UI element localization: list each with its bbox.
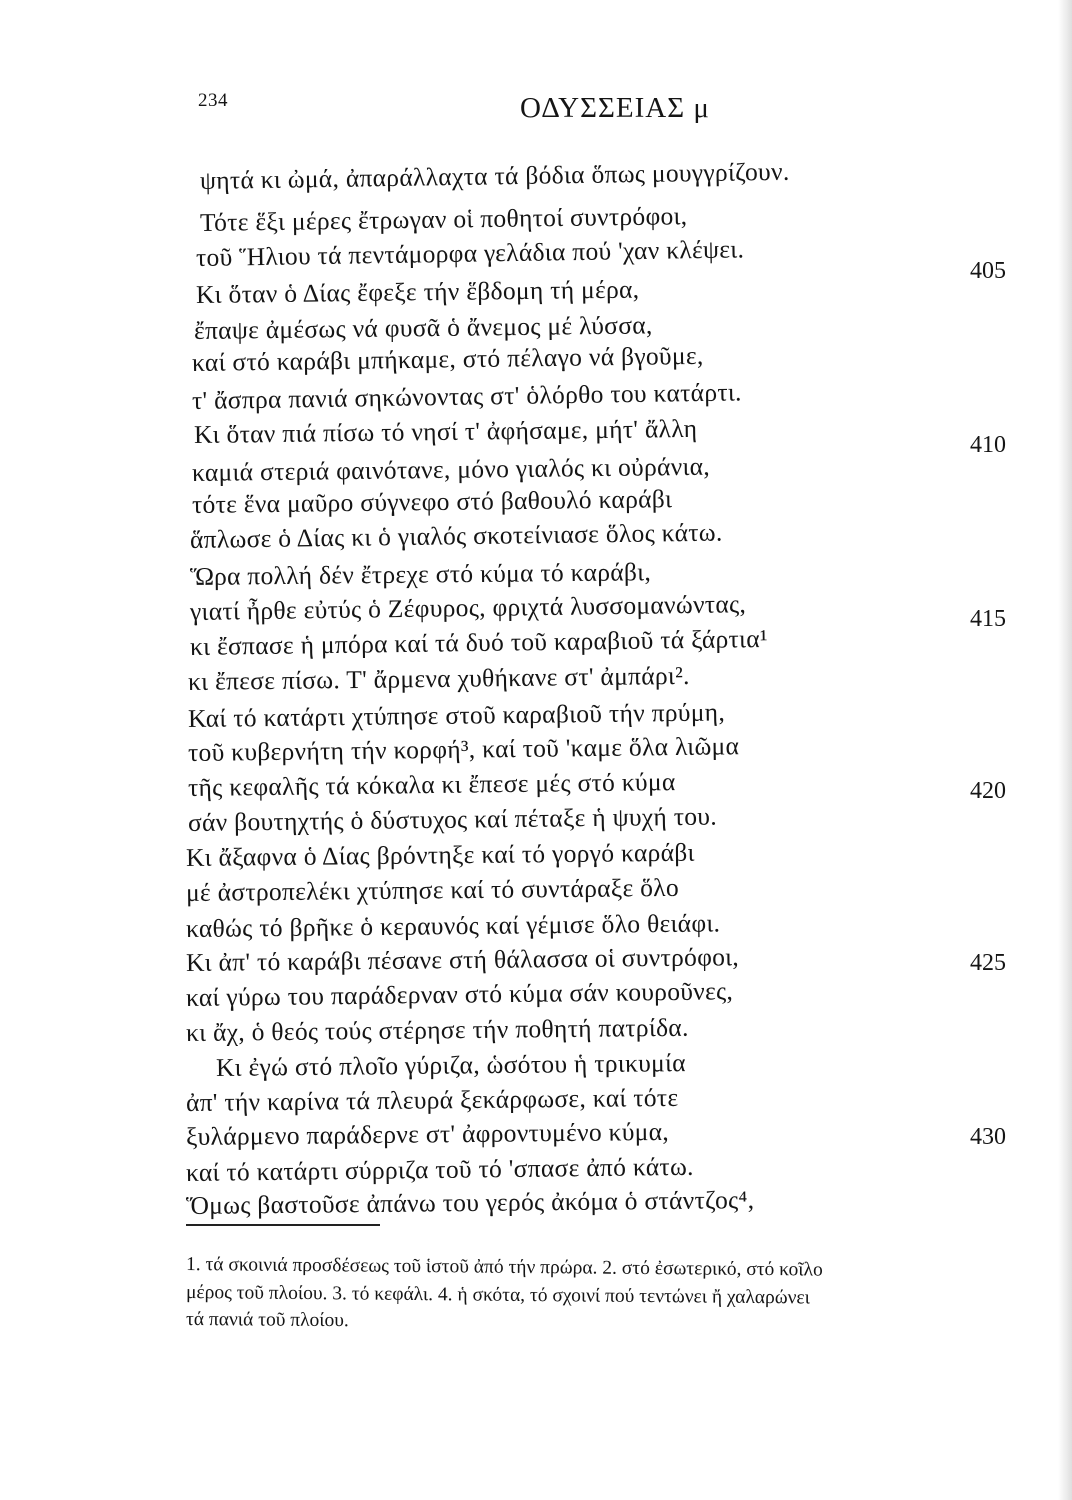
verse-line: Κι ἀπ' τό καράβι πέσανε στή θάλασσα οἱ συντρόφοι, — [185, 942, 740, 977]
verse-line: Ὅμως βαστοῦσε ἀπάνω του γερός ἀκόμα ὁ στάντζος⁴, — [185, 1185, 755, 1220]
verse-line: καί γύρω του παράδερναν στό κύμα σάν κουροῦνες, — [185, 976, 734, 1012]
verse-line: μέ ἀστροπελέκι χτύπησε καί τό συντάραξε ὅλο — [185, 872, 680, 907]
verse-line: ἀπ' τήν καρίνα τά πλευρά ξεκάρφωσε, καί τότε — [185, 1082, 679, 1117]
verse-line: Κι ἐγώ στό πλοῖο γύριζα, ὡσότου ἡ τρικυμία — [215, 1048, 687, 1082]
verse-line: ψητά κι ὠμά, ἀπαράλλαχτα τά βόδια ὅπως μουγγρίζουν. — [199, 156, 790, 195]
verse-line: καί τό κατάρτι σύρριζα τοῦ τό 'σπασε ἀπό κάτω. — [185, 1151, 694, 1187]
verse-line: τότε ἕνα μαῦρο σύγνεφο στό βαθουλό καράβι — [191, 484, 673, 519]
verse-line: ἔπαψε ἀμέσως νά φυσᾶ ὁ ἄνεμος μέ λύσσα, — [193, 310, 653, 345]
page-number: 234 — [198, 90, 228, 111]
footnote-line: τά πανιά τοῦ πλοίου. — [185, 1309, 349, 1332]
verse-line: Καί τό κατάρτι χτύπησε στοῦ καραβιοῦ τήν πρύμη, — [187, 697, 726, 733]
verse-line: Ὥρα πολλή δέν ἔτρεχε στό κύμα τό καράβι, — [189, 557, 652, 591]
verse-line: Κι ὅταν ὁ Δίας ἔφεξε τήν ἕβδομη τή μέρα, — [195, 274, 640, 309]
verse-line: τοῦ κυβερνήτη τήν κορφή³, καί τοῦ 'καμε ὅλα λιῶμα — [187, 731, 740, 767]
footnote-line: 1. τά σκοινιά προσδέσεως τοῦ ἱστοῦ ἀπό τήν πρώρα. 2. στό ἐσωτερικό, στό κοῖλο — [185, 1254, 823, 1281]
verse-line: τ' ἄσπρα πανιά σηκώνοντας στ' ὁλόρθο του κατάρτι. — [191, 377, 742, 415]
line-number: 430 — [970, 1124, 1006, 1150]
verse-line: τοῦ Ἥλιου τά πεντάμορφα γελάδια πού 'χαν κλέψει. — [195, 234, 745, 272]
verse-line: Κι ἄξαφνα ὁ Δίας βρόντηξε καί τό γοργό καράβι — [185, 837, 695, 872]
footnote-line: μέρος τοῦ πλοίου. 3. τό κεφάλι. 4. ἡ σκότα, τό σχοινί πού τεντώνει ἤ χαλαρώνει — [185, 1282, 810, 1309]
line-number: 425 — [970, 950, 1006, 976]
running-head: ΟΔΥΣΣΕΙΑΣ μ — [520, 92, 710, 124]
footnote-divider — [186, 1224, 380, 1226]
verse-line: καθώς τό βρῆκε ὁ κεραυνός καί γέμισε ὅλο θειάφι. — [185, 908, 721, 943]
line-number: 405 — [970, 258, 1006, 284]
verse-line: καμιά στεριά φαινότανε, μόνο γιαλός κι οὐράνια, — [191, 451, 711, 487]
verse-line: κι ἄχ, ὁ θεός τούς στέρησε τήν ποθητή πατρίδα. — [185, 1012, 689, 1047]
verse-line: Τότε ἕξι μέρες ἔτρωγαν οἱ ποθητοί συντρόφοι, — [199, 201, 688, 237]
verse-line: ξυλάρμενο παράδερνε στ' ἀφροντυμένο κύμα, — [185, 1116, 670, 1151]
line-number: 410 — [970, 432, 1006, 458]
verse-line: κι ἔσπασε ἡ μπόρα καί τά δυό τοῦ καραβιοῦ τά ξάρτια¹ — [189, 623, 769, 661]
verse-line: ἅπλωσε ὁ Δίας κι ὁ γιαλός σκοτείνιασε ὅλος κάτω. — [189, 517, 723, 554]
verse-line: σάν βουτηχτής ὁ δύστυχος καί πέταξε ἡ ψυχή του. — [187, 801, 718, 837]
verse-line: κι ἔπεσε πίσω. Τ' ἄρμενα χυθήκανε στ' ἀμπάρι². — [187, 660, 690, 696]
verse-line: καί στό καράβι μπήκαμε, στό πέλαγο νά βγοῦμε, — [191, 340, 704, 377]
line-number: 415 — [970, 606, 1006, 632]
page-edge — [1058, 0, 1072, 1500]
line-number: 420 — [970, 778, 1006, 804]
verse-line: γιατί ἦρθε εὐτύς ὁ Ζέφυρος, φριχτά λυσσομανώντας, — [189, 589, 747, 626]
verse-line: τῆς κεφαλῆς τά κόκαλα κι ἔπεσε μές στό κύμα — [187, 767, 676, 802]
verse-line: Κι ὅταν πιά πίσω τό νησί τ' ἀφήσαμε, μήτ' ἄλλη — [193, 413, 698, 449]
